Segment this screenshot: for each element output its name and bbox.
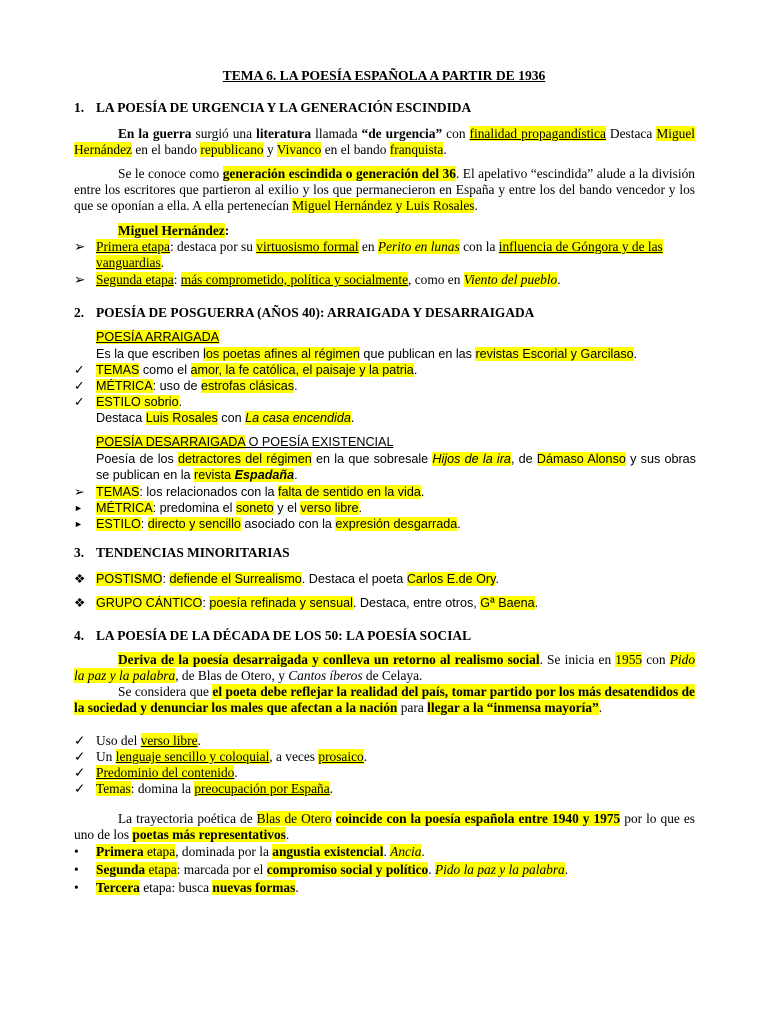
text-run: ESTILO sobrio bbox=[96, 395, 179, 409]
text-run: Poesía de los bbox=[96, 452, 179, 466]
text-run: Espadaña bbox=[234, 468, 295, 483]
text-run: Pido la paz y la palabra bbox=[434, 862, 565, 877]
text-run: . bbox=[420, 485, 425, 499]
text-run: , como en bbox=[408, 272, 464, 287]
otero-stage-3 bbox=[74, 880, 695, 896]
text-run: . bbox=[295, 880, 299, 895]
text-run: surgió una bbox=[191, 126, 257, 141]
text-run: . bbox=[294, 379, 298, 393]
text-run: Segunda etapa bbox=[96, 272, 174, 287]
text-run: finalidad propagandística bbox=[469, 126, 606, 141]
mh-item-2 bbox=[74, 272, 695, 288]
text-run: Primera etapa bbox=[96, 239, 170, 254]
text-run: verso libre bbox=[300, 501, 359, 515]
text-run: revistas Escorial y Garcilaso bbox=[475, 347, 634, 361]
arraigada-destaca bbox=[96, 410, 696, 426]
text-run: MÉTRICA bbox=[96, 379, 153, 393]
section-2-heading bbox=[74, 305, 534, 321]
text-run: Miguel Hernández bbox=[118, 223, 225, 238]
section-3-heading bbox=[74, 545, 290, 561]
text-run: amor, la fe católica, el paisaje y la patria bbox=[190, 363, 414, 377]
text-run: . bbox=[557, 272, 561, 287]
arraigada-intro bbox=[96, 346, 696, 362]
text-run: Ancia bbox=[390, 844, 422, 859]
text-run: . bbox=[495, 572, 499, 586]
text-run: y el bbox=[273, 501, 301, 515]
text-run: Se considera que bbox=[118, 684, 213, 699]
section-4-heading bbox=[74, 628, 471, 644]
text-run: . bbox=[428, 862, 435, 877]
text-run: Miguel Hernández y Luis Rosales bbox=[292, 198, 475, 214]
text-run: Uso del bbox=[96, 733, 141, 748]
text-run: en el bando bbox=[321, 142, 390, 158]
desarraigada-item-metrica bbox=[74, 500, 695, 516]
text-run: detractores del régimen bbox=[178, 452, 312, 466]
text-run: POESÍA DESARRAIGADA bbox=[96, 435, 246, 449]
text-run: : busca bbox=[171, 880, 213, 895]
text-run: Pido la paz y la palabra bbox=[74, 652, 696, 684]
text-run: llamada bbox=[311, 126, 362, 141]
text-run: : bbox=[202, 596, 210, 610]
desarraigada-item-estilo bbox=[74, 516, 695, 532]
text-run: . bbox=[358, 501, 362, 515]
text-run: . bbox=[421, 844, 425, 859]
text-run: Es la que escriben bbox=[96, 347, 204, 361]
text-run: los poetas afines al régimen bbox=[203, 347, 360, 361]
text-run: : bbox=[224, 223, 230, 238]
text-run: GRUPO CÁNTICO bbox=[96, 596, 203, 610]
text-run: generación escindida o generación del 36 bbox=[222, 166, 456, 181]
text-run: con la bbox=[459, 239, 499, 254]
text-run: La casa encendida bbox=[245, 411, 351, 425]
text-run: : los relacionados con la bbox=[139, 485, 279, 499]
text-run: lenguaje sencillo y coloquial bbox=[115, 749, 270, 764]
document-title: TEMA 6. LA POESÍA ESPAÑOLA A PARTIR DE 1936 bbox=[222, 68, 546, 83]
text-run: 3. bbox=[74, 545, 85, 560]
desarraigada-item-temas bbox=[74, 484, 695, 500]
poesia-arraigada-title bbox=[96, 329, 696, 345]
text-run: . bbox=[350, 411, 355, 425]
text-run: en la que sobresale bbox=[311, 452, 433, 466]
text-run: Luis Rosales bbox=[145, 411, 218, 425]
text-run: y sus obras se publican en la bbox=[96, 452, 696, 483]
text-run: 4. bbox=[74, 628, 85, 643]
text-run: . bbox=[564, 862, 569, 877]
text-run: poetas más representativos bbox=[132, 827, 286, 843]
text-run: estrofas clásicas bbox=[200, 379, 295, 393]
text-run: verso libre bbox=[140, 733, 198, 748]
text-run: Se le conoce como bbox=[118, 166, 223, 181]
dot-bullet-icon: • bbox=[74, 880, 79, 895]
text-run: . bbox=[457, 517, 461, 531]
text-run: con bbox=[217, 411, 246, 425]
check-bullet-icon: ✓ bbox=[74, 395, 85, 409]
otero-stage-2 bbox=[74, 862, 695, 878]
diamond-bullet-icon: ❖ bbox=[74, 572, 86, 586]
text-run: falta de sentido en la vida bbox=[278, 485, 421, 499]
text-run: que publican en las bbox=[359, 347, 476, 361]
check-bullet-icon: ✓ bbox=[74, 781, 86, 796]
text-run: de Celaya. bbox=[362, 668, 423, 684]
arraigada-item-temas bbox=[74, 362, 695, 378]
social-check-4 bbox=[74, 781, 695, 797]
text-run: TEMAS bbox=[96, 485, 140, 499]
text-run: Segunda bbox=[96, 862, 146, 877]
text-run: en bbox=[358, 239, 378, 254]
text-run: : uso de bbox=[152, 379, 201, 393]
text-run: Destaca bbox=[96, 411, 146, 425]
text-run: Temas bbox=[96, 781, 131, 796]
text-run: . bbox=[234, 765, 238, 780]
text-run: defiende el Surrealismo bbox=[169, 572, 302, 586]
text-run: . bbox=[474, 198, 478, 214]
text-run: . bbox=[598, 700, 603, 716]
poesia-desarraigada-title bbox=[96, 434, 696, 450]
text-run: Primera bbox=[96, 844, 144, 859]
desarraigada-intro bbox=[96, 451, 696, 483]
text-run: : marcada por el bbox=[176, 862, 267, 877]
text-run: Gª Baena bbox=[480, 596, 535, 610]
text-run: el poeta debe reflejar la realidad del país, tomar partido por los más desatendidos de la sociedad y denunciar los males que afectan a la nación bbox=[74, 684, 696, 716]
triangle-bullet-icon: ► bbox=[74, 503, 83, 513]
text-run: influencia de Góngora y de las vanguardias bbox=[96, 239, 663, 271]
text-run: : bbox=[173, 272, 181, 287]
text-run: . bbox=[413, 363, 418, 377]
text-run: O POESÍA EXISTENCIAL bbox=[245, 435, 394, 449]
text-run: Destaca bbox=[605, 126, 657, 141]
text-run: . bbox=[285, 827, 290, 843]
arraigada-item-estilo bbox=[74, 394, 695, 410]
text-run: . bbox=[160, 255, 165, 271]
text-run: y bbox=[263, 142, 277, 158]
text-run: poesía refinada y sensual bbox=[209, 596, 353, 610]
text-run: : bbox=[140, 517, 148, 531]
text-run: . Destaca el poeta bbox=[301, 572, 407, 586]
text-run: . bbox=[363, 749, 368, 764]
text-run: , a veces bbox=[269, 749, 319, 764]
text-run: franquista bbox=[389, 142, 444, 158]
minoritaria-cantico bbox=[74, 595, 695, 611]
text-run: Tercera bbox=[96, 880, 140, 895]
text-run: . bbox=[329, 781, 334, 796]
text-run: por lo que es uno de los bbox=[74, 811, 695, 843]
text-run: Hijos de la ira bbox=[432, 452, 511, 466]
text-run: : bbox=[162, 572, 170, 586]
arrow-bullet-icon: ➢ bbox=[74, 485, 85, 499]
text-run: TEMAS bbox=[96, 363, 140, 377]
dot-bullet-icon: • bbox=[74, 844, 79, 859]
text-run: virtuosismo formal bbox=[256, 239, 359, 254]
text-run: compromiso social y político bbox=[266, 862, 429, 877]
text-run bbox=[332, 811, 336, 826]
text-run: Miguel Hernández bbox=[74, 126, 696, 158]
text-run: . bbox=[197, 733, 201, 748]
text-run: 1955 bbox=[615, 652, 643, 667]
text-run: llegar a la “inmensa mayoría” bbox=[427, 700, 599, 716]
arrow-bullet-icon: ➢ bbox=[74, 239, 86, 254]
triangle-bullet-icon: ► bbox=[74, 519, 83, 529]
text-run: : domina la bbox=[130, 781, 195, 796]
text-run: directo y sencillo bbox=[147, 517, 241, 531]
s4-paragraph-2 bbox=[74, 684, 695, 716]
text-run: 2. bbox=[74, 305, 85, 320]
social-check-2 bbox=[74, 749, 695, 765]
s4-paragraph-3 bbox=[74, 811, 695, 843]
check-bullet-icon: ✓ bbox=[74, 749, 86, 764]
text-run: Blas de Otero bbox=[256, 811, 332, 826]
text-run: prosaico bbox=[318, 749, 364, 764]
text-run: etapa bbox=[145, 862, 177, 877]
text-run: Viento del pueblo bbox=[463, 272, 558, 287]
text-run: revista bbox=[194, 468, 235, 483]
diamond-bullet-icon: ❖ bbox=[74, 596, 86, 610]
text-run: TENDENCIAS MINORITARIAS bbox=[96, 545, 290, 560]
mh-item-1 bbox=[74, 239, 695, 271]
text-run: MÉTRICA bbox=[96, 501, 153, 515]
text-run: en el bando bbox=[132, 142, 201, 158]
otero-stage-1 bbox=[74, 844, 695, 860]
arrow-bullet-icon: ➢ bbox=[74, 272, 86, 287]
text-run: asociado con la bbox=[240, 517, 336, 531]
text-run: . bbox=[383, 844, 391, 859]
dot-bullet-icon: • bbox=[74, 862, 79, 877]
social-check-3 bbox=[74, 765, 695, 781]
text-run: : predomina el bbox=[152, 501, 236, 515]
s1-paragraph-2 bbox=[74, 166, 695, 215]
text-run: , de Blas de Otero, y bbox=[175, 668, 289, 684]
check-bullet-icon: ✓ bbox=[74, 765, 86, 780]
text-run: : destaca por su bbox=[169, 239, 257, 254]
text-run: . bbox=[178, 395, 183, 409]
text-run: Cantos íberos bbox=[288, 668, 363, 684]
text-run: coincide con la poesía española entre 1940 y 1975 bbox=[335, 811, 621, 826]
text-run: 1. bbox=[74, 100, 85, 115]
check-bullet-icon: ✓ bbox=[74, 733, 86, 748]
text-run: literatura bbox=[256, 126, 312, 141]
text-run: “de urgencia” bbox=[361, 126, 443, 141]
text-run: , dominada por la bbox=[175, 844, 273, 859]
text-run: Perito en lunas bbox=[377, 239, 460, 254]
text-run: . bbox=[534, 596, 539, 610]
text-run: Deriva de la poesía desarraigada y conlleva un retorno al realismo social bbox=[118, 652, 540, 667]
text-run: . Se inicia en bbox=[539, 652, 616, 667]
text-run: POESÍA ARRAIGADA bbox=[96, 330, 220, 344]
text-run: expresión desgarrada bbox=[335, 517, 458, 531]
text-run: con bbox=[442, 126, 470, 141]
text-run: etapa bbox=[143, 844, 176, 859]
s1-paragraph-1 bbox=[74, 126, 695, 158]
section-1-heading bbox=[74, 100, 471, 116]
check-bullet-icon: ✓ bbox=[74, 363, 85, 377]
text-run: soneto bbox=[235, 501, 274, 515]
text-run: . Destaca, entre otros, bbox=[352, 596, 481, 610]
text-run: republicano bbox=[200, 142, 264, 158]
text-run: etapa bbox=[139, 880, 172, 895]
text-run: angustia existencial bbox=[272, 844, 384, 859]
check-bullet-icon: ✓ bbox=[74, 379, 85, 393]
arraigada-item-metrica bbox=[74, 378, 695, 394]
text-run: . bbox=[443, 142, 447, 158]
text-run: más comprometido, política y socialmente bbox=[180, 272, 409, 287]
mh-label bbox=[118, 223, 718, 239]
text-run: POESÍA DE POSGUERRA (AÑOS 40): ARRAIGADA Y DESARRAIGADA bbox=[96, 305, 535, 320]
text-run: , de bbox=[510, 452, 537, 466]
minoritaria-postismo bbox=[74, 571, 695, 587]
text-run: Un bbox=[96, 749, 116, 764]
s4-paragraph-1 bbox=[74, 652, 695, 684]
text-run: La trayectoria poética de bbox=[118, 811, 257, 826]
text-run: Dámaso Alonso bbox=[536, 452, 626, 466]
text-run: . bbox=[294, 468, 298, 483]
text-run: LA POESÍA DE URGENCIA Y LA GENERACIÓN ESCINDIDA bbox=[96, 100, 472, 115]
text-run: LA POESÍA DE LA DÉCADA DE LOS 50: LA POESÍA SOCIAL bbox=[96, 628, 472, 643]
text-run: Predominio del contenido bbox=[96, 765, 235, 780]
text-run: Carlos E.de Ory bbox=[406, 572, 496, 586]
text-run: . El apelativo “escindida” alude a la división entre los escritores que partieron al exilio y los que permanecieron en España y entre los del bando vencedor y los que se oponían a ella. A ella pertenecían bbox=[74, 166, 695, 214]
text-run: como el bbox=[139, 363, 191, 377]
text-run: En la guerra bbox=[118, 126, 192, 141]
text-run: Vivanco bbox=[276, 142, 322, 158]
text-run: POSTISMO bbox=[96, 572, 163, 586]
text-run: . bbox=[633, 347, 638, 361]
text-run: con bbox=[642, 652, 670, 667]
text-run: ESTILO bbox=[96, 517, 141, 531]
text-run: nuevas formas bbox=[212, 880, 296, 895]
social-check-1 bbox=[74, 733, 695, 749]
text-run: preocupación por España bbox=[194, 781, 330, 796]
text-run: para bbox=[397, 700, 428, 716]
